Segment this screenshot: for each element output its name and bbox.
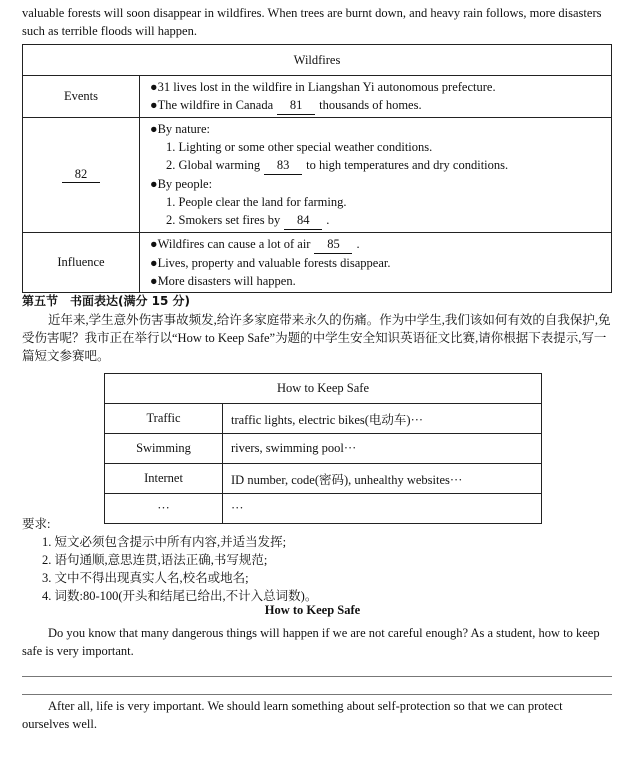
row-label-text: Influence (57, 255, 105, 269)
answer-blank-82[interactable]: 82 (62, 167, 100, 183)
line-text: 2. Global warming (166, 158, 261, 172)
bullet-icon: ● (150, 256, 158, 270)
top-paragraph: valuable forests will soon disappear in wildfires. When trees are burnt down, and heavy rain follows, more disasters such as terrible floods will happen. (22, 6, 602, 38)
line-text: Wildfires can cause a lot of air (157, 237, 311, 251)
sub-line (150, 138, 605, 156)
wildfires-row (23, 76, 612, 118)
row-label (23, 233, 140, 293)
hint-cell: traffic lights, electric bikes(电动车)··· (223, 404, 542, 434)
bullet-line (150, 254, 605, 272)
wildfires-row (23, 233, 612, 293)
keep-safe-table (104, 373, 542, 524)
line-text: 1. Lighting or some other special weather conditions. (166, 140, 433, 154)
answer-blank-83[interactable]: 83 (264, 156, 302, 175)
hint-cell: ··· (223, 494, 542, 524)
bullet-line (150, 272, 605, 290)
requirements (22, 515, 610, 605)
bullet-line (150, 175, 605, 193)
line-text: thousands of homes. (319, 98, 422, 112)
hint-cell: ID number, code(密码), unhealthy websites··· (223, 464, 542, 494)
wildfires-row (23, 118, 612, 233)
line-text: 2. Smokers set fires by (166, 213, 281, 227)
keep-safe-row (105, 464, 542, 494)
line-text: . (356, 237, 360, 251)
requirement-item: 4. 词数:80-100(开头和结尾已给出,不计入总词数)。 (42, 589, 318, 603)
topic-cell: ··· (105, 494, 223, 524)
requirement-item: 1. 短文必须包含提示中所有内容,并适当发挥; (42, 535, 287, 549)
bullet-line (150, 96, 605, 115)
hint-cell: rivers, swimming pool··· (223, 434, 542, 464)
bullet-line (150, 235, 605, 254)
requirement-item: 3. 文中不得出现真实人名,校名或地名; (42, 571, 249, 585)
bullet-icon: ● (150, 98, 158, 112)
sub-line (150, 193, 605, 211)
answer-blank-84[interactable]: 84 (284, 211, 322, 230)
bullet-icon: ● (150, 80, 158, 94)
keep-safe-table-title: How to Keep Safe (105, 374, 542, 404)
bullet-line (150, 78, 605, 96)
line-text: Lives, property and valuable forests disappear. (157, 256, 391, 270)
line-text: By nature: (157, 122, 210, 136)
section-intro: 近年来,学生意外伤害事故频发,给许多家庭带来永久的伤痛。作为中学生,我们该如何有效的自我保护,免受伤害呢？我市正在举行以“How to Keep Safe”为题的中学生安全知识英语征文比赛,请你根据下表提示,写一篇短文参赛吧。 (22, 313, 611, 363)
wildfires-table-title: Wildfires (23, 45, 612, 76)
bullet-icon: ● (150, 177, 158, 191)
sub-line (150, 156, 605, 175)
bullet-icon: ● (150, 274, 158, 288)
line-text: 31 lives lost in the wildfire in Liangshan Yi autonomous prefecture. (157, 80, 496, 94)
row-label-text: Events (63, 89, 99, 103)
writing-line-2 (22, 694, 612, 695)
answer-blank-81[interactable]: 81 (277, 96, 315, 115)
row-label (23, 76, 140, 118)
bullet-icon: ● (150, 237, 158, 251)
keep-safe-row (105, 434, 542, 464)
keep-safe-row (105, 404, 542, 434)
answer-blank-85[interactable]: 85 (314, 235, 352, 254)
requirement-item: 2. 语句通顺,意思连贯,语法正确,书写规范; (42, 553, 268, 567)
essay-closing: After all, life is very important. We should learn something about self-protection so that we can protect ourselves well. (22, 699, 563, 731)
line-text: to high temperatures and dry conditions. (306, 158, 509, 172)
bullet-line (150, 120, 605, 138)
section-heading: 第五节 书面表达(满分 15 分) (22, 294, 191, 308)
row-content (140, 233, 612, 293)
row-label (23, 118, 140, 233)
topic-cell: Traffic (105, 404, 223, 434)
requirements-label: 要求: (22, 517, 51, 531)
line-text: By people: (157, 177, 213, 191)
topic-cell: Internet (105, 464, 223, 494)
essay-title: How to Keep Safe (264, 603, 361, 617)
writing-line-1 (22, 676, 612, 677)
topic-cell: Swimming (105, 434, 223, 464)
row-content (140, 118, 612, 233)
line-text: 1. People clear the land for farming. (166, 195, 347, 209)
row-content (140, 76, 612, 118)
sub-line (150, 211, 605, 230)
line-text: . (326, 213, 330, 227)
line-text: More disasters will happen. (157, 274, 296, 288)
bullet-icon: ● (150, 122, 158, 136)
wildfires-table (22, 44, 612, 293)
essay-opening: Do you know that many dangerous things will happen if we are not careful enough? As a student, how to keep safe is very important. (22, 626, 600, 658)
line-text: The wildfire in Canada (157, 98, 274, 112)
